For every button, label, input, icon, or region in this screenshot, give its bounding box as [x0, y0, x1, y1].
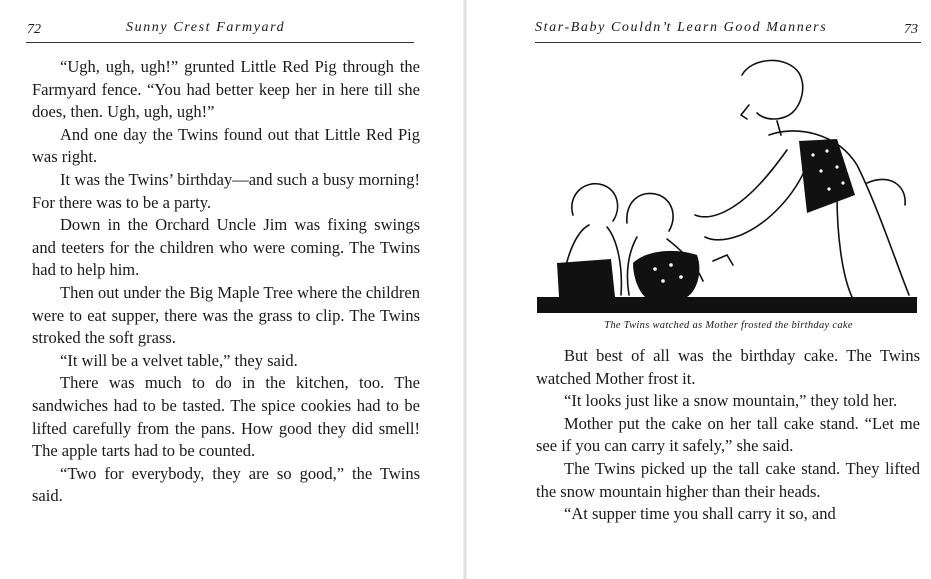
- page-number: 73: [904, 22, 918, 37]
- paragraph: There was much to do in the kitchen, too. The sandwiches had to be tasted. The spice cookies had to be lifted carefully from the pans. How good they did smell! The apple tarts had to be counted.: [32, 373, 420, 461]
- paragraph: Down in the Orchard Uncle Jim was fixing swings and teeters for the children who were coming. The Twins had to help him.: [32, 215, 420, 280]
- paragraph: The Twins picked up the tall cake stand. They lifted the snow mountain higher than their heads.: [536, 458, 920, 501]
- paragraph: “At supper time you shall carry it so, and: [564, 504, 836, 524]
- paragraph: It was the Twins’ birthday—and such a busy morning! For there was to be a party.: [32, 169, 420, 212]
- left-page: [0, 0, 465, 579]
- right-running-header: [535, 12, 921, 43]
- paragraph: “It looks just like a snow mountain,” they told her.: [564, 391, 898, 411]
- left-body-text: [32, 56, 420, 508]
- paragraph: “Two for everybody, they are so good,” the Twins said.: [32, 463, 420, 506]
- paragraph: But best of all was the birthday cake. The Twins watched Mother frost it.: [536, 346, 920, 388]
- paragraph: “Ugh, ugh, ugh!” grunted Little Red Pig through the Farmyard fence. “You had better keep her in here till she does, then. Ugh, ugh, ugh!”: [32, 57, 420, 122]
- running-head-title: Star-Baby Couldn’t Learn Good Manners: [535, 20, 828, 35]
- paragraph: Mother put the cake on her tall cake stand. “Let me see if you can carry it safely,” she said.: [536, 413, 920, 456]
- paragraph: “It will be a velvet table,” they said.: [60, 350, 298, 370]
- paragraph: Then out under the Big Maple Tree where the children were to eat supper, there was the grass to clip. The Twins stroked the soft grass.: [32, 282, 420, 348]
- illustration-caption: The Twins watched as Mother frosted the birthday cake: [604, 320, 853, 331]
- illustration-mother-frosting-cake: [537, 55, 920, 320]
- right-body-text: [536, 345, 920, 526]
- page-number: 72: [27, 22, 41, 37]
- paragraph: And one day the Twins found out that Little Red Pig was right.: [32, 124, 420, 167]
- running-head-title: Sunny Crest Farmyard: [126, 20, 286, 35]
- left-running-header: [26, 12, 414, 43]
